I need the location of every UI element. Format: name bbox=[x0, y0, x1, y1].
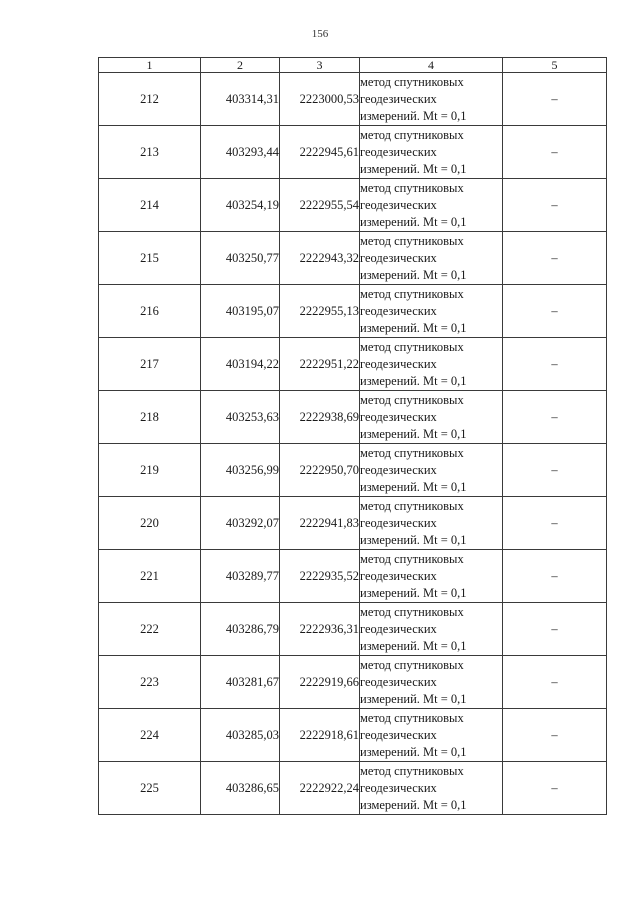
column-header-3: 3 bbox=[280, 58, 360, 73]
y-coordinate-cell: 2222951,22 bbox=[280, 338, 360, 391]
method-line: измерений. Mt = 0,1 bbox=[360, 108, 467, 123]
method-line: измерений. Mt = 0,1 bbox=[360, 373, 467, 388]
method-line: геодезических bbox=[360, 91, 437, 106]
method-line: измерений. Mt = 0,1 bbox=[360, 426, 467, 441]
method-line: геодезических bbox=[360, 144, 437, 159]
method-line: геодезических bbox=[360, 462, 437, 477]
y-coordinate-cell: 2222922,24 bbox=[280, 762, 360, 815]
method-cell bbox=[360, 285, 503, 338]
x-coordinate-cell: 403289,77 bbox=[201, 550, 280, 603]
point-number-cell: 213 bbox=[99, 126, 201, 179]
method-line: геодезических bbox=[360, 727, 437, 742]
x-coordinate-cell: 403194,22 bbox=[201, 338, 280, 391]
table-row bbox=[99, 550, 607, 603]
x-coordinate-cell: 403292,07 bbox=[201, 497, 280, 550]
method-line: измерений. Mt = 0,1 bbox=[360, 744, 467, 759]
x-coordinate-cell: 403286,79 bbox=[201, 603, 280, 656]
table-row bbox=[99, 338, 607, 391]
table-row bbox=[99, 126, 607, 179]
method-line: измерений. Mt = 0,1 bbox=[360, 161, 467, 176]
method-line: геодезических bbox=[360, 780, 437, 795]
method-cell bbox=[360, 179, 503, 232]
method-line: метод спутниковых bbox=[360, 763, 464, 778]
method-line: геодезических bbox=[360, 515, 437, 530]
method-cell bbox=[360, 444, 503, 497]
method-line: геодезических bbox=[360, 674, 437, 689]
y-coordinate-cell: 2222919,66 bbox=[280, 656, 360, 709]
x-coordinate-cell: 403250,77 bbox=[201, 232, 280, 285]
note-cell: – bbox=[503, 285, 607, 338]
note-cell: – bbox=[503, 444, 607, 497]
method-cell bbox=[360, 762, 503, 815]
coordinates-table bbox=[98, 57, 607, 815]
x-coordinate-cell: 403314,31 bbox=[201, 73, 280, 126]
method-line: геодезических bbox=[360, 356, 437, 371]
method-cell bbox=[360, 656, 503, 709]
method-line: геодезических bbox=[360, 568, 437, 583]
x-coordinate-cell: 403285,03 bbox=[201, 709, 280, 762]
method-line: геодезических bbox=[360, 197, 437, 212]
note-cell: – bbox=[503, 497, 607, 550]
method-line: метод спутниковых bbox=[360, 233, 464, 248]
method-cell bbox=[360, 338, 503, 391]
note-cell: – bbox=[503, 656, 607, 709]
method-line: измерений. Mt = 0,1 bbox=[360, 479, 467, 494]
point-number-cell: 215 bbox=[99, 232, 201, 285]
method-line: геодезических bbox=[360, 250, 437, 265]
method-line: измерений. Mt = 0,1 bbox=[360, 320, 467, 335]
method-line: метод спутниковых bbox=[360, 551, 464, 566]
note-cell: – bbox=[503, 126, 607, 179]
note-cell: – bbox=[503, 73, 607, 126]
y-coordinate-cell: 2222941,83 bbox=[280, 497, 360, 550]
y-coordinate-cell: 2222938,69 bbox=[280, 391, 360, 444]
point-number-cell: 216 bbox=[99, 285, 201, 338]
y-coordinate-cell: 2222945,61 bbox=[280, 126, 360, 179]
point-number-cell: 217 bbox=[99, 338, 201, 391]
note-cell: – bbox=[503, 762, 607, 815]
table-row bbox=[99, 656, 607, 709]
y-coordinate-cell: 2223000,53 bbox=[280, 73, 360, 126]
method-line: геодезических bbox=[360, 409, 437, 424]
table-row bbox=[99, 497, 607, 550]
note-cell: – bbox=[503, 709, 607, 762]
table-row bbox=[99, 179, 607, 232]
method-line: метод спутниковых bbox=[360, 604, 464, 619]
method-line: метод спутниковых bbox=[360, 710, 464, 725]
note-cell: – bbox=[503, 603, 607, 656]
note-cell: – bbox=[503, 391, 607, 444]
x-coordinate-cell: 403253,63 bbox=[201, 391, 280, 444]
x-coordinate-cell: 403195,07 bbox=[201, 285, 280, 338]
point-number-cell: 223 bbox=[99, 656, 201, 709]
y-coordinate-cell: 2222936,31 bbox=[280, 603, 360, 656]
column-header-2: 2 bbox=[201, 58, 280, 73]
method-cell bbox=[360, 73, 503, 126]
table-row bbox=[99, 709, 607, 762]
method-line: метод спутниковых bbox=[360, 445, 464, 460]
method-line: метод спутниковых bbox=[360, 498, 464, 513]
table-row bbox=[99, 444, 607, 497]
x-coordinate-cell: 403256,99 bbox=[201, 444, 280, 497]
method-line: измерений. Mt = 0,1 bbox=[360, 532, 467, 547]
method-cell bbox=[360, 126, 503, 179]
point-number-cell: 218 bbox=[99, 391, 201, 444]
y-coordinate-cell: 2222955,54 bbox=[280, 179, 360, 232]
method-cell bbox=[360, 709, 503, 762]
method-line: измерений. Mt = 0,1 bbox=[360, 638, 467, 653]
table-row bbox=[99, 285, 607, 338]
table-row bbox=[99, 603, 607, 656]
method-line: измерений. Mt = 0,1 bbox=[360, 214, 467, 229]
note-cell: – bbox=[503, 338, 607, 391]
column-header-4: 4 bbox=[360, 58, 503, 73]
point-number-cell: 221 bbox=[99, 550, 201, 603]
table-row bbox=[99, 232, 607, 285]
page-number: 156 bbox=[311, 28, 329, 40]
column-header-5: 5 bbox=[503, 58, 607, 73]
method-line: измерений. Mt = 0,1 bbox=[360, 691, 467, 706]
method-line: геодезических bbox=[360, 303, 437, 318]
x-coordinate-cell: 403293,44 bbox=[201, 126, 280, 179]
x-coordinate-cell: 403281,67 bbox=[201, 656, 280, 709]
point-number-cell: 212 bbox=[99, 73, 201, 126]
y-coordinate-cell: 2222955,13 bbox=[280, 285, 360, 338]
y-coordinate-cell: 2222950,70 bbox=[280, 444, 360, 497]
table-body bbox=[99, 73, 607, 815]
table-header-row bbox=[99, 58, 607, 73]
method-cell bbox=[360, 603, 503, 656]
method-line: метод спутниковых bbox=[360, 74, 464, 89]
table-row bbox=[99, 73, 607, 126]
method-cell bbox=[360, 497, 503, 550]
x-coordinate-cell: 403254,19 bbox=[201, 179, 280, 232]
method-line: метод спутниковых bbox=[360, 339, 464, 354]
table-row bbox=[99, 762, 607, 815]
note-cell: – bbox=[503, 550, 607, 603]
y-coordinate-cell: 2222935,52 bbox=[280, 550, 360, 603]
y-coordinate-cell: 2222918,61 bbox=[280, 709, 360, 762]
column-header-1: 1 bbox=[99, 58, 201, 73]
note-cell: – bbox=[503, 179, 607, 232]
method-line: метод спутниковых bbox=[360, 286, 464, 301]
y-coordinate-cell: 2222943,32 bbox=[280, 232, 360, 285]
method-cell bbox=[360, 550, 503, 603]
method-line: метод спутниковых bbox=[360, 180, 464, 195]
x-coordinate-cell: 403286,65 bbox=[201, 762, 280, 815]
method-line: метод спутниковых bbox=[360, 127, 464, 142]
method-line: измерений. Mt = 0,1 bbox=[360, 797, 467, 812]
table-row bbox=[99, 391, 607, 444]
method-line: геодезических bbox=[360, 621, 437, 636]
point-number-cell: 219 bbox=[99, 444, 201, 497]
point-number-cell: 224 bbox=[99, 709, 201, 762]
point-number-cell: 214 bbox=[99, 179, 201, 232]
method-line: метод спутниковых bbox=[360, 392, 464, 407]
method-line: измерений. Mt = 0,1 bbox=[360, 585, 467, 600]
method-cell bbox=[360, 391, 503, 444]
method-cell bbox=[360, 232, 503, 285]
point-number-cell: 225 bbox=[99, 762, 201, 815]
point-number-cell: 220 bbox=[99, 497, 201, 550]
note-cell: – bbox=[503, 232, 607, 285]
method-line: метод спутниковых bbox=[360, 657, 464, 672]
point-number-cell: 222 bbox=[99, 603, 201, 656]
method-line: измерений. Mt = 0,1 bbox=[360, 267, 467, 282]
